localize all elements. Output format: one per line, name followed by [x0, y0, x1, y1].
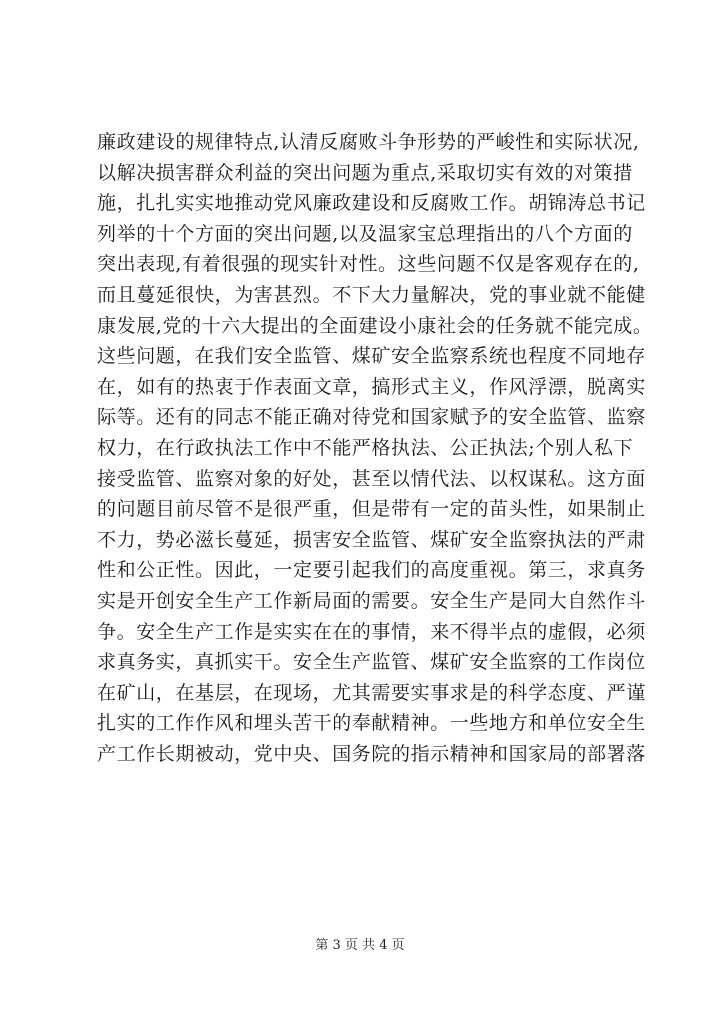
text-line: 争。安全生产工作是实实在在的事情，来不得半点的虚假，必须 [97, 620, 646, 643]
text-line: 接受监管、监察对象的好处，甚至以情代法、以权谋私。这方面 [97, 467, 646, 490]
text-line: 性和公正性。因此，一定要引起我们的高度重视。第三，求真务 [97, 559, 646, 582]
text-line: 权力，在行政执法工作中不能严格执法、公正执法;个别人私下 [97, 436, 634, 459]
text-line: 康发展,党的十六大提出的全面建设小康社会的任务就不能完成。 [97, 314, 653, 337]
text-line: 的问题目前尽管不是很严重，但是带有一定的苗头性，如果制止 [97, 498, 646, 521]
text-line: 以解决损害群众利益的突出问题为重点,采取切实有效的对策措 [97, 161, 633, 184]
page-footer: 第 3 页 共 4 页 [315, 938, 405, 953]
text-line: 求真务实，真抓实干。安全生产监管、煤矿安全监察的工作岗位 [97, 651, 646, 674]
text-line: 产工作长期被动，党中央、国务院的指示精神和国家局的部署落 [97, 742, 646, 765]
text-line: 在矿山，在基层，在现场，尤其需要实事求是的科学态度、严谨 [97, 681, 646, 704]
text-line: 实是开创安全生产工作新局面的需要。安全生产是同大自然作斗 [97, 589, 646, 612]
text-line: 不力，势必滋长蔓延，损害安全监管、煤矿安全监察执法的严肃 [97, 528, 646, 551]
text-line: 这些问题，在我们安全监管、煤矿安全监察系统也程度不同地存 [97, 345, 646, 368]
text-line: 施，扎扎实实地推动党风廉政建设和反腐败工作。胡锦涛总书记 [97, 192, 646, 215]
text-line: 际等。还有的同志不能正确对待党和国家赋予的安全监管、监察 [97, 406, 646, 429]
text-line: 廉政建设的规律特点,认清反腐败斗争形势的严峻性和实际状况, [97, 131, 640, 153]
text-line: 扎实的工作作风和埋头苦干的奉献精神。一些地方和单位安全生 [97, 712, 646, 735]
text-line: 列举的十个方面的突出问题,以及温家宝总理指出的八个方面的 [97, 222, 633, 245]
text-line: 突出表现,有着很强的现实针对性。这些问题不仅是客观存在的, [97, 253, 640, 276]
body-text [97, 127, 657, 769]
text-line: 在，如有的热衷于作表面文章，搞形式主义，作风浮漂，脱离实 [97, 375, 646, 398]
text-line: 而且蔓延很快，为害甚烈。不下大力量解决，党的事业就不能健 [97, 283, 646, 306]
